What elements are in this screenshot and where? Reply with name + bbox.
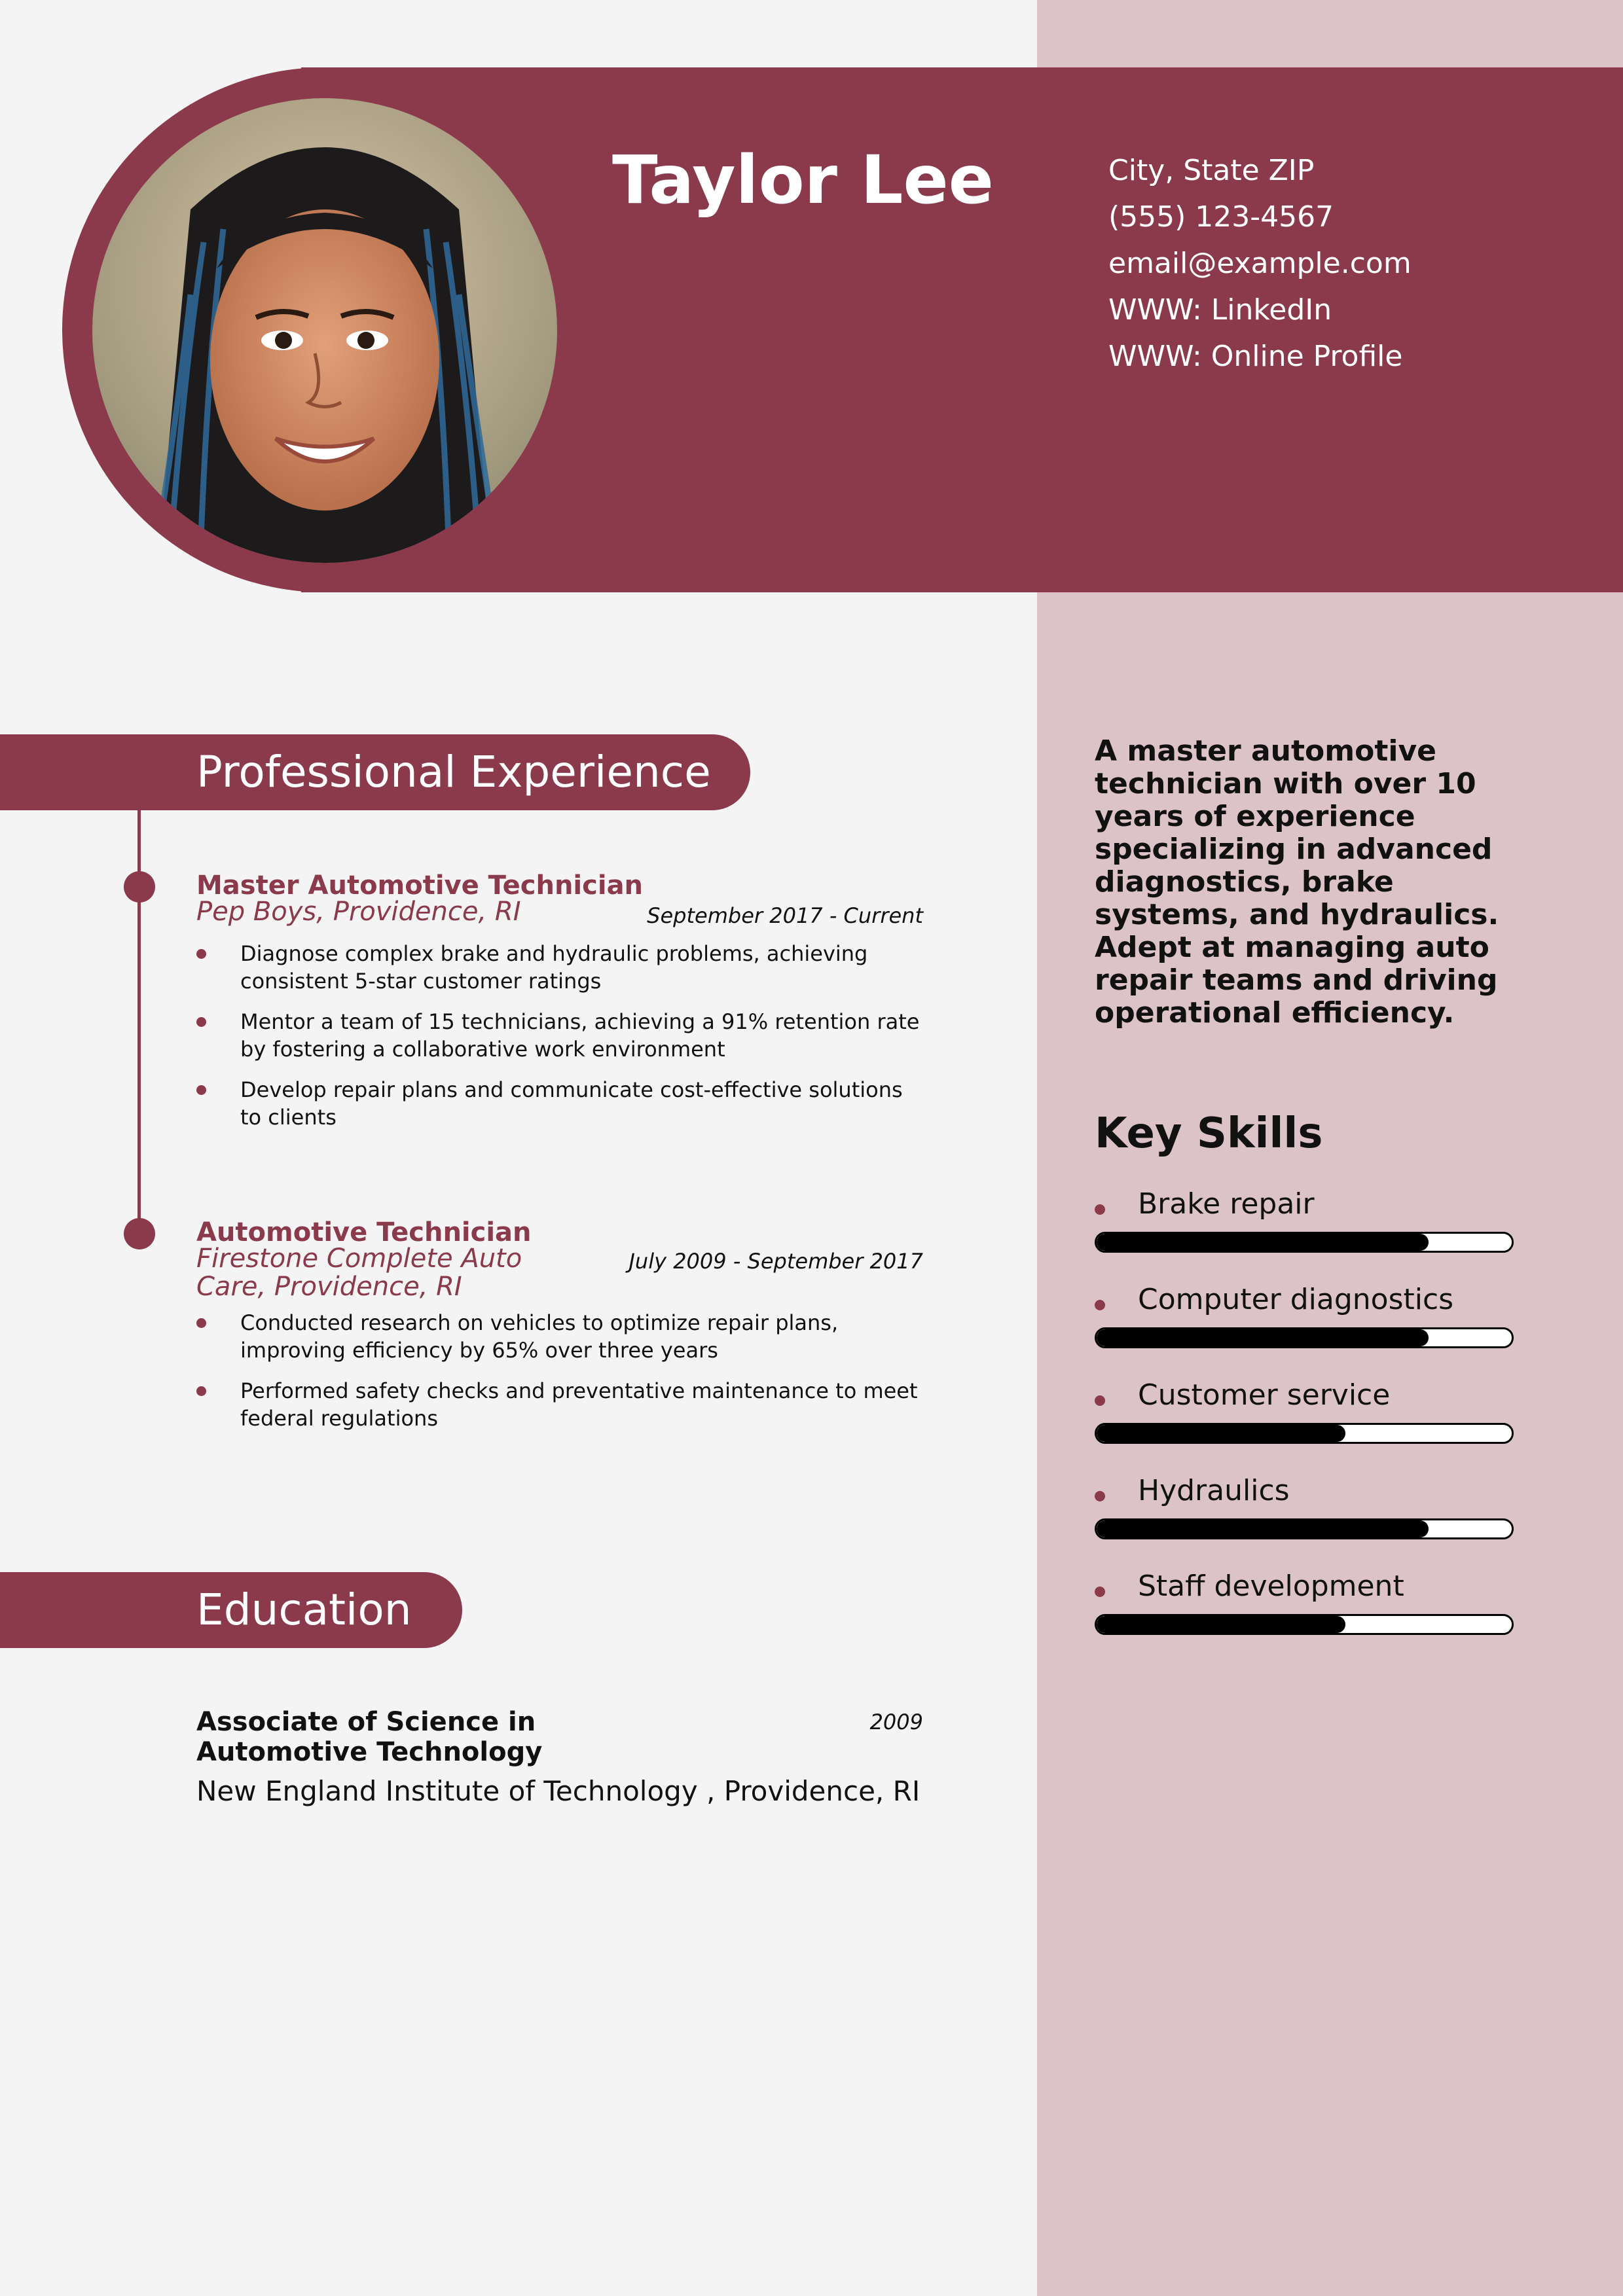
bullet-dot bbox=[1095, 1300, 1105, 1310]
professional-summary: A master automotive technician with over 10 years of experience specializing in advanced diagnostics, brake systems, and hydraulics. Adept at managing auto repair teams and driving operational efficiency. bbox=[1095, 734, 1499, 1030]
job-title: Master Automotive Technician bbox=[196, 870, 644, 901]
skill-bar bbox=[1095, 1614, 1514, 1635]
contact-address: City, State ZIP bbox=[1108, 154, 1315, 187]
job-dates: September 2017 - Current bbox=[647, 903, 923, 928]
skill-bar bbox=[1095, 1232, 1514, 1253]
bullet-text: Diagnose complex brake and hydraulic problems, achieving consistent 5-star customer ratings bbox=[240, 941, 868, 994]
timeline-dot bbox=[124, 871, 155, 903]
job-bullets bbox=[196, 1309, 923, 1445]
bullet-text: Conducted research on vehicles to optimize repair plans, improving efficiency by 65% over three years bbox=[240, 1310, 839, 1363]
skill-bar bbox=[1095, 1518, 1514, 1539]
list-item bbox=[196, 940, 923, 995]
bullet-text: Mentor a team of 15 technicians, achieving a 91% retention rate by fostering a collaborative work environment bbox=[240, 1009, 920, 1062]
skill-bar-fill bbox=[1097, 1234, 1429, 1251]
school-name: New England Institute of Technology , Providence, RI bbox=[196, 1775, 921, 1807]
job-company-line1: Firestone Complete Auto bbox=[196, 1244, 522, 1274]
job-company: Pep Boys, Providence, RI bbox=[196, 897, 521, 927]
degree-line1: Associate of Science in bbox=[196, 1707, 536, 1737]
skill-bar-fill bbox=[1097, 1329, 1429, 1346]
skill-item bbox=[1095, 1474, 1514, 1546]
experience-heading-tab bbox=[0, 734, 750, 810]
profile-photo bbox=[92, 98, 557, 563]
contact-email[interactable]: email@example.com bbox=[1108, 247, 1412, 280]
skill-bar-fill bbox=[1097, 1520, 1429, 1537]
skill-name: Brake repair bbox=[1138, 1187, 1315, 1221]
bullet-dot bbox=[1095, 1204, 1105, 1215]
bullet-text: Develop repair plans and communicate cost-effective solutions to clients bbox=[240, 1077, 903, 1130]
skill-item bbox=[1095, 1283, 1514, 1355]
degree-line2: Automotive Technology bbox=[196, 1737, 543, 1767]
skill-bar-fill bbox=[1097, 1616, 1345, 1633]
education-heading-tab bbox=[0, 1572, 462, 1648]
job-dates: July 2009 - September 2017 bbox=[629, 1249, 923, 1274]
skill-item bbox=[1095, 1378, 1514, 1450]
bullet-dot bbox=[196, 1017, 206, 1027]
skill-name: Hydraulics bbox=[1138, 1474, 1290, 1507]
skill-item bbox=[1095, 1570, 1514, 1641]
education-heading: Education bbox=[196, 1585, 412, 1635]
candidate-name: Taylor Lee bbox=[612, 141, 994, 219]
timeline-dot bbox=[124, 1218, 155, 1249]
skill-bar bbox=[1095, 1423, 1514, 1444]
bullet-dot bbox=[196, 1386, 206, 1396]
bullet-text: Performed safety checks and preventative maintenance to meet federal regulations bbox=[240, 1378, 918, 1431]
list-item bbox=[196, 1008, 923, 1063]
list-item bbox=[196, 1377, 923, 1432]
bullet-dot bbox=[196, 1085, 206, 1095]
contact-linkedin[interactable]: WWW: LinkedIn bbox=[1108, 293, 1332, 327]
skills-heading: Key Skills bbox=[1095, 1109, 1323, 1158]
skill-item bbox=[1095, 1187, 1514, 1259]
skill-bar-fill bbox=[1097, 1425, 1345, 1442]
skill-bar bbox=[1095, 1327, 1514, 1348]
bullet-dot bbox=[196, 1318, 206, 1328]
contact-block bbox=[1108, 147, 1412, 380]
bullet-dot bbox=[1095, 1491, 1105, 1501]
job-company-line2: Care, Providence, RI bbox=[196, 1272, 462, 1302]
skill-name: Staff development bbox=[1138, 1570, 1404, 1603]
bullet-dot bbox=[1095, 1395, 1105, 1406]
job-bullets bbox=[196, 940, 923, 1144]
list-item bbox=[196, 1076, 923, 1131]
skill-name: Customer service bbox=[1138, 1378, 1391, 1412]
bullet-dot bbox=[196, 949, 206, 959]
bullet-dot bbox=[1095, 1587, 1105, 1597]
list-item bbox=[196, 1309, 923, 1364]
contact-profile[interactable]: WWW: Online Profile bbox=[1108, 340, 1403, 373]
experience-heading: Professional Experience bbox=[196, 747, 711, 797]
education-year: 2009 bbox=[869, 1710, 923, 1734]
job-title: Automotive Technician bbox=[196, 1217, 532, 1247]
degree bbox=[196, 1707, 655, 1767]
skill-name: Computer diagnostics bbox=[1138, 1283, 1454, 1316]
contact-phone: (555) 123-4567 bbox=[1108, 200, 1334, 234]
